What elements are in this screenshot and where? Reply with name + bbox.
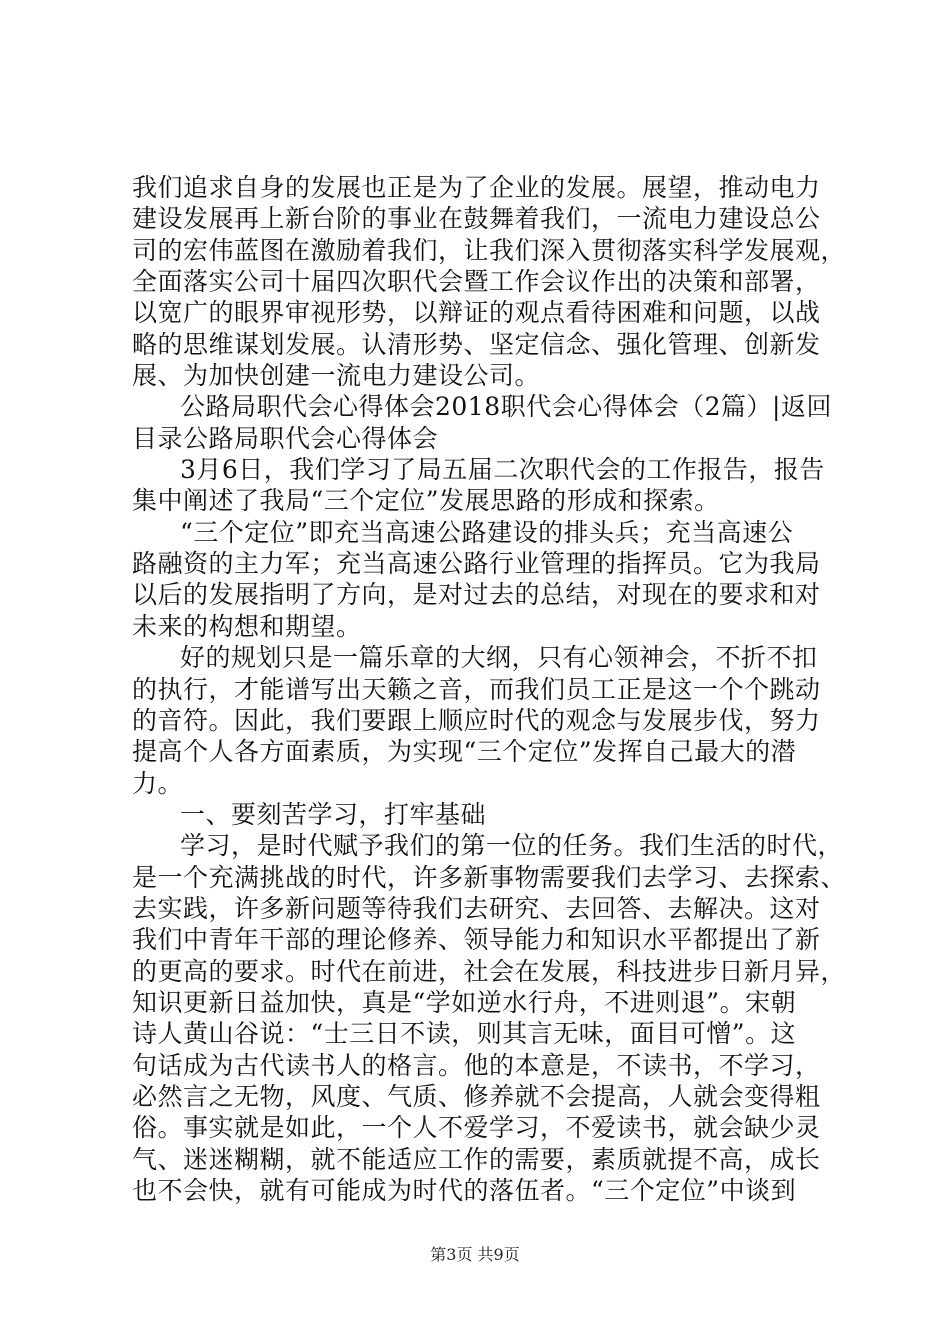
text-line: 略的思维谋划发展。认清形势、坚定信念、强化管理、创新发 (132, 329, 821, 359)
text-line: 力。 (132, 768, 184, 798)
text-line: 知识更新日益加快，真是“学如逆水行舟，不进则退”。宋朝 (132, 987, 797, 1017)
text-line: 也不会快，就有可能成为时代的落伍者。“三个定位”中谈到 (132, 1176, 797, 1205)
text-line: 我们追求自身的发展也正是为了企业的发展。展望，推动电力 (132, 173, 821, 202)
text-line: 目录公路局职代会心得体会 (132, 423, 439, 453)
text-line: 我们中青年干部的理论修养、领导能力和知识水平都提出了新 (132, 925, 821, 955)
text-line: 以后的发展指明了方向，是对过去的总结，对现在的要求和对 (132, 580, 821, 610)
text-line: 必然言之无物，风度、气质、修养就不会提高，人就会变得粗 (132, 1081, 821, 1111)
text-line: 司的宏伟蓝图在激励着我们，让我们深入贯彻落实科学发展观， (132, 235, 847, 265)
text-line: 好的规划只是一篇乐章的大纲，只有心领神会，不折不扣 (180, 643, 818, 673)
text-line: 集中阐述了我局“三个定位”发展思路的形成和探索。 (132, 486, 720, 516)
text-line: 展、为加快创建一流电力建设公司。 (132, 361, 541, 391)
text-line: 的执行，才能谱写出天籁之音，而我们员工正是这一个个跳动 (132, 674, 821, 704)
page-footer: 第3页 共9页 (430, 1245, 520, 1264)
text-line: 气、迷迷糊糊，就不能适应工作的需要，素质就提不高，成长 (132, 1144, 821, 1174)
document-body (132, 172, 847, 1206)
text-line: 一、要刻苦学习，打牢基础 (180, 799, 487, 829)
text-line: 诗人黄山谷说：“士三日不读，则其言无味，面目可憎”。这 (132, 1019, 797, 1049)
text-line: 公路局职代会心得体会2018职代会心得体会（2篇）|返回 (180, 392, 832, 422)
text-line: 路融资的主力军；充当高速公路行业管理的指挥员。它为我局 (132, 549, 821, 579)
text-line: 的音符。因此，我们要跟上顺应时代的观念与发展步伐，努力 (132, 705, 821, 735)
text-line: 的更高的要求。时代在前进，社会在发展，科技进步日新月异， (132, 956, 847, 986)
text-line: 学习，是时代赋予我们的第一位的任务。我们生活的时代， (180, 831, 844, 861)
text-line: 提高个人各方面素质，为实现“三个定位”发挥自己最大的潜 (132, 737, 797, 767)
text-line: 句话成为古代读书人的格言。他的本意是，不读书，不学习， (132, 1050, 821, 1080)
text-line: 以宽广的眼界审视形势，以辩证的观点看待困难和问题，以战 (132, 298, 821, 328)
text-line: 建设发展再上新台阶的事业在鼓舞着我们，一流电力建设总公 (132, 204, 821, 234)
text-line: 3月6日，我们学习了局五届二次职代会的工作报告，报告 (180, 455, 825, 485)
text-line: 全面落实公司十届四次职代会暨工作会议作出的决策和部署， (132, 267, 821, 297)
text-line: 俗。事实就是如此，一个人不爱学习，不爱读书，就会缺少灵 (132, 1113, 821, 1143)
text-line: 未来的构想和期望。 (132, 611, 362, 641)
text-line: 是一个充满挑战的时代，许多新事物需要我们去学习、去探索、 (132, 862, 847, 892)
text-line: 去实践，许多新问题等待我们去研究、去回答、去解决。这对 (132, 893, 821, 923)
text-line: “三个定位”即充当高速公路建设的排头兵；充当高速公 (180, 517, 794, 547)
